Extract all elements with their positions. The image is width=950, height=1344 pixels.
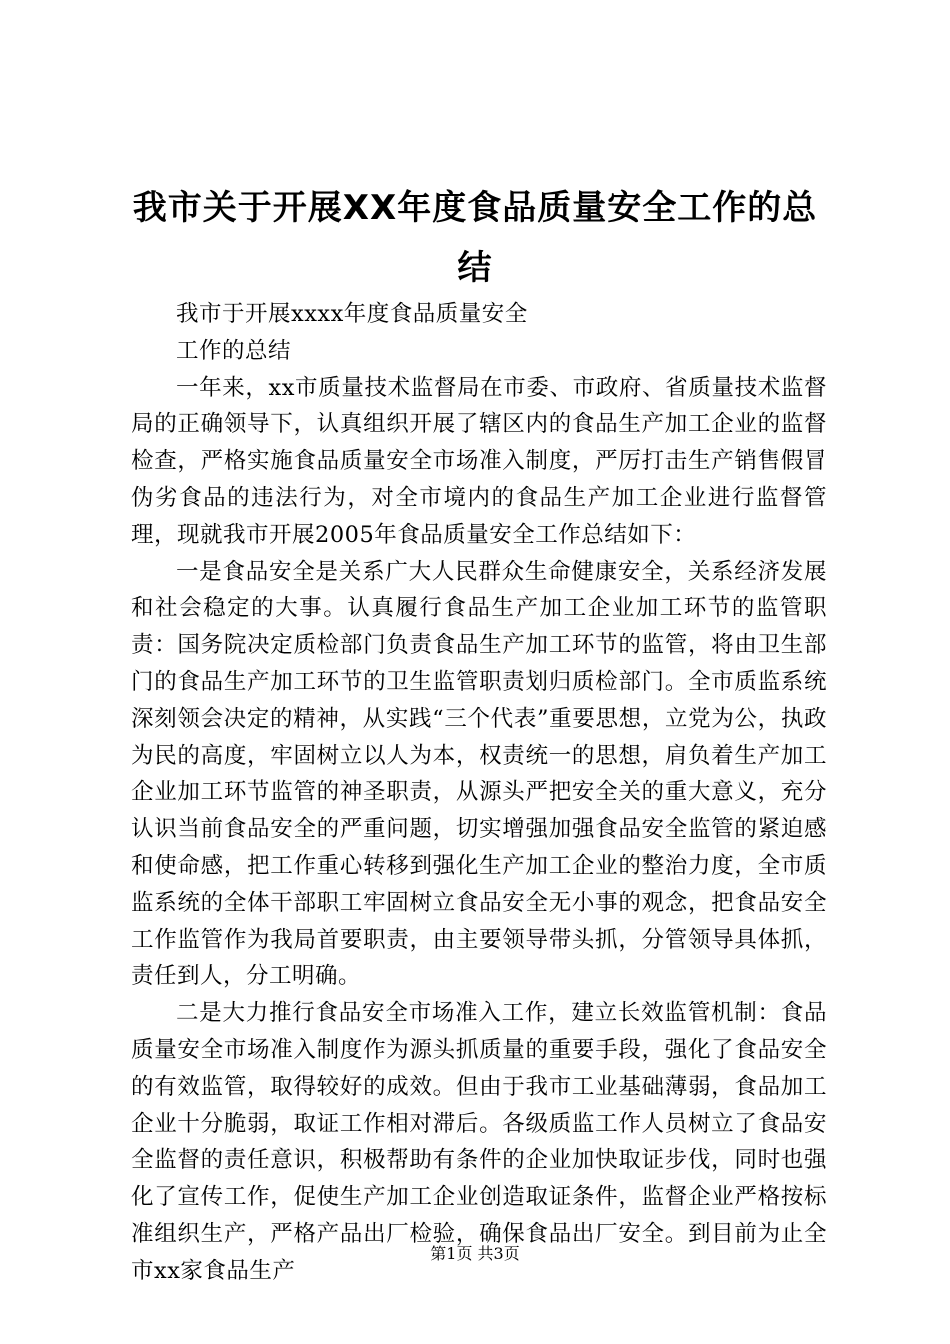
document-title-line-2: 结 <box>457 248 493 288</box>
paragraph-intro: 一年来，xx市质量技术监督局在市委、市政府、省质量技术监督局的正确领导下，认真组织开展了辖区内的食品生产加工企业的监督检查，严格实施食品质量安全市场准入制度，严厉打击生产销售假冒伪劣食品的违法行为，对全市境内的食品生产加工企业进行监督管理，现就我市开展2005年食品质量安全工作总结如下： <box>131 374 827 548</box>
paragraph-point-1: 一是食品安全是关系广大人民群众生命健康安全，关系经济发展和社会稳定的大事。认真履行食品生产加工企业加工环节的监管职责：国务院决定质检部门负责食品生产加工环节的监管，将由卫生部门的食品生产加工环节的卫生监管职责划归质检部门。全市质监系统深刻领会决定的精神，从实践“三个代表”重要思想，立党为公，执政为民的高度，牢固树立以人为本，权责统一的思想，肩负着生产加工企业加工环节监管的神圣职责，从源头严把安全关的重大意义，充分认识当前食品安全的严重问题，切实增强加强食品安全监管的紧迫感和使命感，把工作重心转移到强化生产加工企业的整治力度，全市质监系统的全体干部职工牢固树立食品安全无小事的观念，把食品安全工作监管作为我局首要职责，由主要领导带头抓，分管领导具体抓，责任到人，分工明确。 <box>131 558 827 990</box>
paragraph-subtitle-2: 工作的总结 <box>176 337 292 364</box>
page-footer: 第1页 共3页 <box>430 1244 520 1263</box>
paragraph-subtitle-1: 我市于开展xxxx年度食品质量安全 <box>176 301 528 327</box>
document-title-line-1: 我市关于开展XX年度食品质量安全工作的总 <box>132 188 818 228</box>
document-body <box>131 296 827 1290</box>
paragraph-point-2: 二是大力推行食品安全市场准入工作，建立长效监管机制：食品质量安全市场准入制度作为源头抓质量的重要手段，强化了食品安全的有效监管，取得较好的成效。但由于我市工业基础薄弱，食品加工企业十分脆弱，取证工作相对滞后。各级质监工作人员树立了食品安全监督的责任意识，积极帮助有条件的企业加快取证步伐，同时也强化了宣传工作，促使生产加工企业创造取证条件，监督企业严格按标准组织生产，严格产品出厂检验，确保食品出厂安全。到目前为止全市xx家食品生产 <box>131 1000 827 1284</box>
